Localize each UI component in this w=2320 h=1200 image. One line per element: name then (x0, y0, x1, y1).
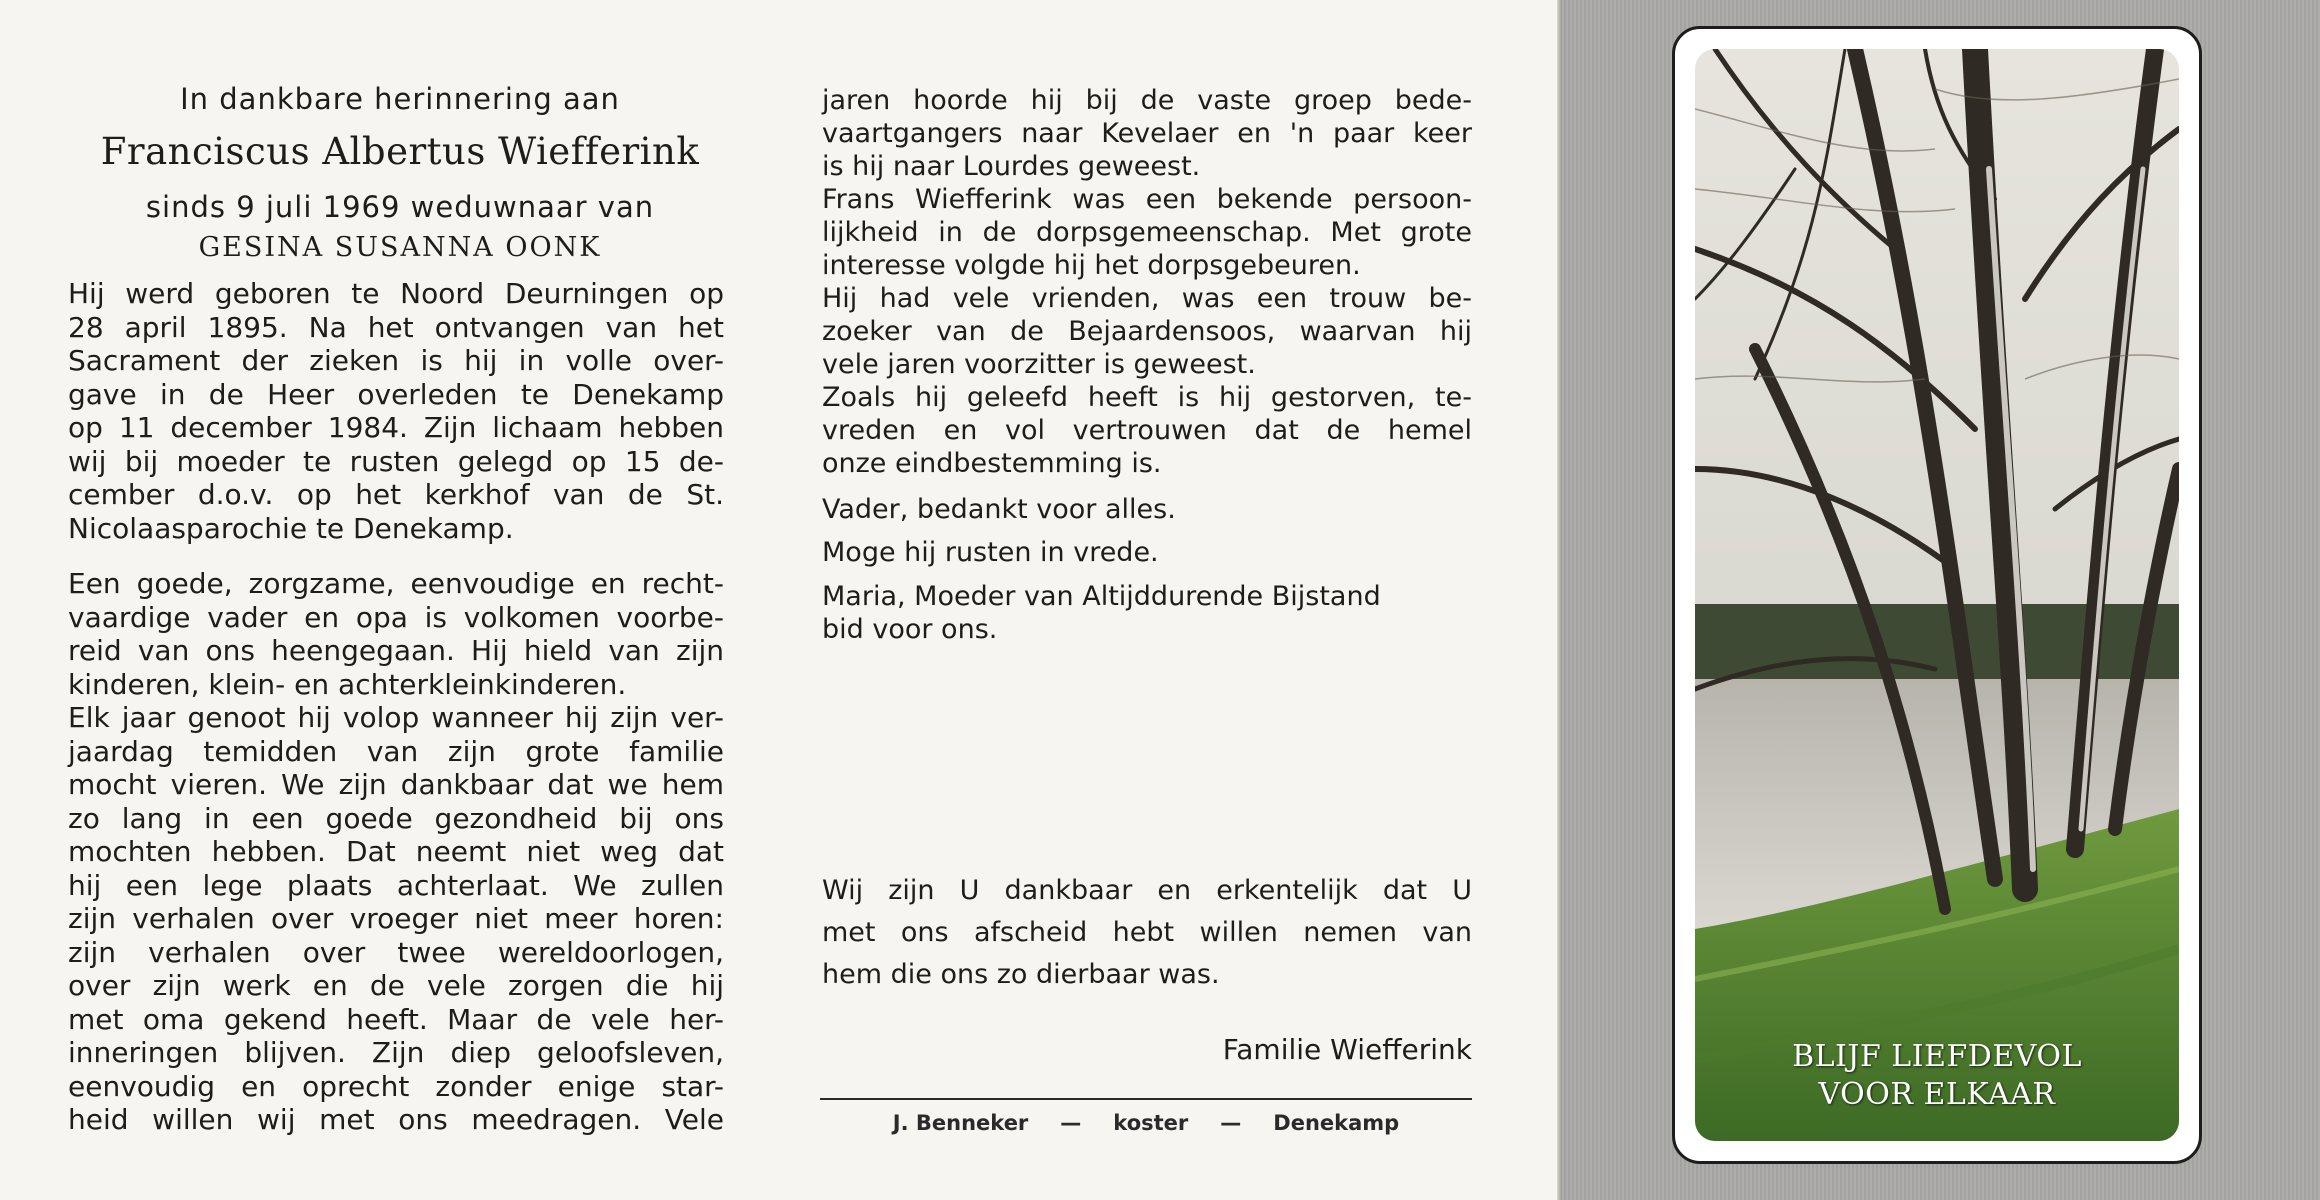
text-line: bid voor ons. (822, 614, 998, 645)
father-thanks-line: Vader, bedankt voor alles. (822, 494, 1176, 525)
text-line: mocht vieren. We zijn dankbaar dat we hem (68, 768, 724, 801)
text-line: gave in de Heer overleden te Denekamp (68, 377, 724, 411)
family-signature: Familie Wiefferink (1222, 1033, 1472, 1066)
text-line: vaardige vader en opa is volkomen voorbe- (68, 600, 724, 634)
text-line: zijn verhalen over vroeger niet meer horen: (68, 902, 724, 935)
divider-line (820, 1098, 1472, 1100)
text-line: hem die ons zo dierbaar was. (822, 959, 1220, 990)
text-line: onze eindbestemming is. (822, 448, 1162, 479)
tribute-paragraph (68, 567, 724, 1137)
text-line: mochten hebben. Dat neemt niet weg dat (68, 835, 724, 868)
prayer-lines (822, 580, 1472, 646)
text-line: met oma gekend heeft. Maar de vele her- (68, 1002, 724, 1036)
printer-role: koster (1113, 1111, 1189, 1135)
left-page (0, 0, 800, 1200)
landscape-photo (1695, 49, 2179, 1141)
text-line: wij bij moeder te rusten gelegd op 15 de- (68, 444, 724, 478)
dash: — (1220, 1111, 1242, 1135)
cover-caption-line-2: VOOR ELKAAR (1818, 1077, 2056, 1112)
text-line: vele jaren voorzitter is geweest. (822, 349, 1256, 380)
text-line: Elk jaar genoot hij volop wanneer hij zijn ver- (68, 701, 724, 734)
text-line: Hij werd geboren te Noord Deurningen op (68, 277, 724, 310)
text-line: Maria, Moeder van Altijddurende Bijstand (822, 581, 1381, 612)
text-line: jaren hoorde hij bij de vaste groep bede- (822, 85, 1472, 116)
text-line: cember d.o.v. op het kerkhof van de St. (68, 478, 724, 511)
spouse-name: GESINA SUSANNA OONK (198, 232, 602, 263)
intro-line: In dankbare herinnering aan (180, 82, 620, 116)
text-line: Zoals hij geleefd heeft is hij gestorven, te- (822, 382, 1472, 413)
continuation-paragraph (822, 84, 1472, 480)
text-line: zo lang in een goede gezondheid bij ons (68, 801, 724, 835)
text-line: hij een lege plaats achterlaat. We zullen (68, 868, 724, 902)
text-line: inneringen blijven. Zijn diep geloofsleven, (68, 1036, 724, 1069)
printer-credit (820, 1111, 1472, 1135)
text-line: 28 april 1895. Na het ontvangen van het (68, 310, 724, 344)
cover-panel (1562, 0, 2320, 1200)
widower-since-line: sinds 9 juli 1969 weduwnaar van (145, 190, 655, 224)
text-line: jaardag temidden van zijn grote familie (68, 734, 724, 768)
text-line: Hij had vele vrienden, was een trouw be- (822, 283, 1472, 314)
cover-caption-line-1: BLIJF LIEFDEVOL (1792, 1039, 2082, 1074)
text-line: heid willen wij met ons meedragen. Vele (68, 1103, 724, 1136)
thanks-paragraph (822, 870, 1472, 996)
text-line: zoeker van de Bejaardensoos, waarvan hij (822, 316, 1472, 347)
printer-place: Denekamp (1273, 1111, 1400, 1135)
text-line: Wij zijn U dankbaar en erkentelijk dat U (822, 875, 1472, 906)
text-line: Sacrament der zieken is hij in volle over- (68, 344, 724, 377)
text-line: kinderen, klein- en achterkleinkinderen. (68, 667, 627, 701)
biography-paragraph (68, 277, 724, 545)
text-line: lijkheid in de dorpsgemeenschap. Met grote (822, 217, 1472, 248)
text-line: Een goede, zorgzame, eenvoudige en recht- (68, 567, 724, 600)
text-line: is hij naar Lourdes geweest. (822, 151, 1201, 182)
text-line: vaartgangers naar Kevelaer en 'n paar keer (822, 118, 1472, 149)
text-line: Frans Wiefferink was een bekende persoon- (822, 184, 1472, 215)
deceased-name: Franciscus Albertus Wiefferink (100, 130, 700, 173)
text-line: Nicolaasparochie te Denekamp. (68, 511, 514, 545)
text-line: met ons afscheid hebt willen nemen van (822, 917, 1472, 948)
rest-in-peace-line: Moge hij rusten in vrede. (822, 537, 1159, 568)
birch-trees-illustration (1695, 49, 2179, 1141)
text-line: eenvoudig en oprecht zonder enige star- (68, 1069, 724, 1103)
text-line: zijn verhalen over twee wereldoorlogen, (68, 935, 724, 969)
text-line: reid van ons heengegaan. Hij hield van zijn (68, 634, 724, 667)
photo-frame (1672, 26, 2202, 1164)
printer-name: J. Benneker (892, 1111, 1029, 1135)
text-line: interesse volgde hij het dorpsgebeuren. (822, 250, 1361, 281)
text-line: op 11 december 1984. Zijn lichaam hebben (68, 411, 724, 444)
dash: — (1060, 1111, 1082, 1135)
text-line: over zijn werk en de vele zorgen die hij (68, 969, 724, 1002)
text-line: vreden en vol vertrouwen dat de hemel (822, 415, 1472, 446)
